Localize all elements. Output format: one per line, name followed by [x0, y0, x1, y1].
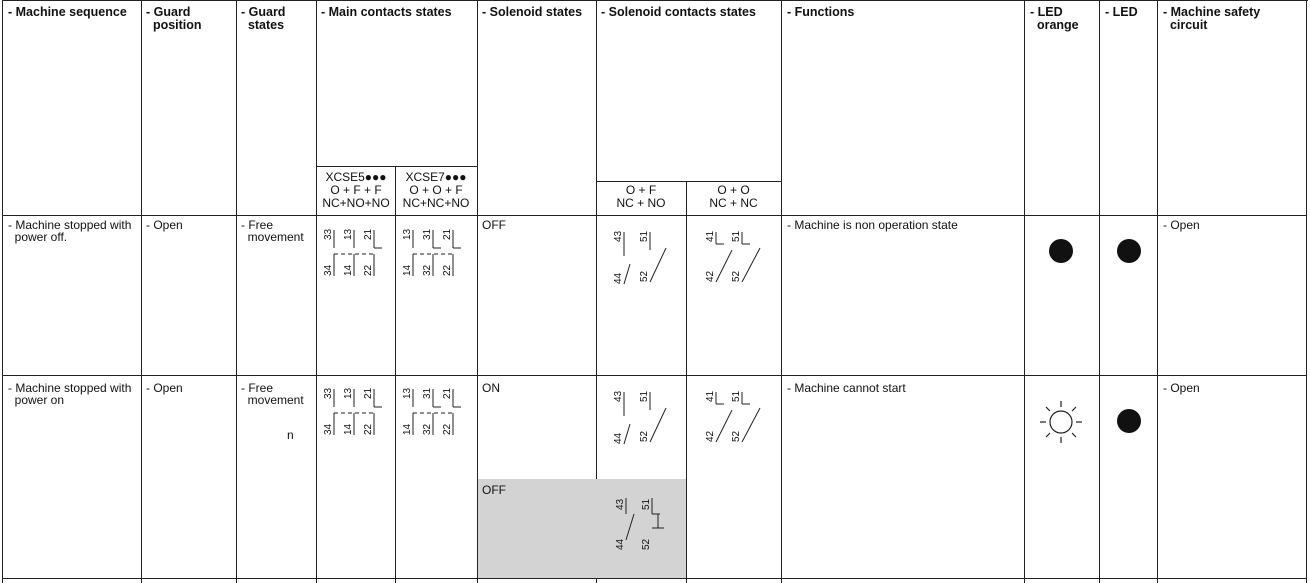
terminal-51: 51: [639, 390, 650, 402]
terminal-41: 41: [705, 390, 716, 402]
row2-function: - Machine cannot start: [787, 381, 906, 395]
row1-safety-circuit: - Open: [1163, 218, 1200, 232]
terminal-44: 44: [613, 272, 624, 284]
table-border-left: [2, 0, 3, 583]
header-guard-states-2: states: [241, 18, 285, 32]
terminal-43: 43: [615, 498, 626, 510]
row1-solenoid-state: OFF: [482, 218, 506, 232]
row1-function: - Machine is non operation state: [787, 218, 958, 232]
terminal-13: 13: [343, 387, 354, 399]
col-divider: [1099, 0, 1100, 583]
header-solenoid-states: - Solenoid states: [482, 5, 583, 19]
row2-guard-note: n: [287, 428, 294, 442]
terminal-21: 21: [363, 387, 374, 399]
table-border-right: [1306, 0, 1307, 583]
row2-sol-off-contact-symbol: [612, 494, 682, 554]
header-guard-position-2: position: [146, 18, 202, 32]
row2-led-off: [1117, 409, 1141, 433]
sol-of-contacts: O + F: [625, 183, 657, 197]
terminal-43: 43: [613, 390, 624, 402]
sol-of-types: NC + NO: [616, 196, 666, 210]
xcse7-contacts: O + O + F: [409, 183, 463, 197]
terminal-14: 14: [343, 423, 354, 435]
row1-guard-states-2: movement: [241, 230, 304, 244]
terminal-34: 34: [323, 264, 334, 276]
terminal-14: 14: [402, 423, 413, 435]
terminal-31: 31: [422, 228, 433, 240]
row2-machine-sequence-2: power on: [8, 393, 65, 407]
terminal-51: 51: [641, 498, 652, 510]
row2-solenoid-state: ON: [482, 381, 500, 395]
terminal-14: 14: [402, 264, 413, 276]
header-led-orange-1: - LED: [1030, 5, 1063, 19]
terminal-44: 44: [615, 538, 626, 550]
terminal-13: 13: [343, 228, 354, 240]
bottom-divider: [2, 578, 1307, 579]
terminal-22: 22: [363, 264, 374, 276]
terminal-51: 51: [731, 230, 742, 242]
header-functions: - Functions: [787, 5, 855, 19]
xcse5-model: XCSE5●●●: [325, 170, 387, 184]
terminal-52: 52: [641, 538, 652, 550]
col-divider: [781, 0, 782, 583]
subheader-divider: [316, 166, 477, 167]
led-flashing-icon: [1036, 397, 1086, 447]
row1-sol-of-contact-symbol: [610, 228, 680, 288]
header-led-orange-2: orange: [1030, 18, 1079, 32]
row2-sol-oo-contact-symbol: [702, 388, 772, 448]
row1-led-orange-off: [1049, 239, 1073, 263]
terminal-33: 33: [323, 228, 334, 240]
row2-safety-circuit: - Open: [1163, 381, 1200, 395]
xcse7-types: NC+NC+NO: [402, 196, 470, 210]
row1-machine-sequence-2: power off.: [8, 230, 68, 244]
row2-machine-sequence-1: - Machine stopped with: [8, 381, 132, 395]
terminal-52: 52: [639, 430, 650, 442]
terminal-41: 41: [705, 230, 716, 242]
terminal-22: 22: [442, 264, 453, 276]
row2-sol-of-contact-symbol: [610, 388, 680, 448]
xcse5-types: NC+NO+NO: [322, 196, 390, 210]
terminal-43: 43: [613, 230, 624, 242]
row-divider: [2, 375, 1307, 376]
header-guard-position-1: - Guard: [146, 5, 191, 19]
terminal-21: 21: [363, 228, 374, 240]
header-row-divider: [2, 215, 1307, 216]
row2-xcse7-contact-symbol: [399, 385, 473, 440]
terminal-42: 42: [705, 270, 716, 282]
row1-machine-sequence-1: - Machine stopped with: [8, 218, 132, 232]
terminal-21: 21: [442, 228, 453, 240]
header-machine-safety-1: - Machine safety: [1163, 5, 1261, 19]
header-machine-safety-2: circuit: [1163, 18, 1208, 32]
terminal-52: 52: [731, 430, 742, 442]
row1-led-off: [1117, 239, 1141, 263]
terminal-52: 52: [731, 270, 742, 282]
row1-sol-oo-contact-symbol: [702, 228, 772, 288]
row2-solenoid-state-off: OFF: [482, 483, 506, 497]
col-divider: [395, 166, 396, 583]
terminal-34: 34: [323, 423, 334, 435]
xcse5-contacts: O + F + F: [330, 183, 382, 197]
terminal-13: 13: [402, 228, 413, 240]
col-divider: [236, 0, 237, 583]
col-divider: [1157, 0, 1158, 583]
terminal-42: 42: [705, 430, 716, 442]
header-guard-states-1: - Guard: [241, 5, 286, 19]
terminal-32: 32: [422, 423, 433, 435]
terminal-31: 31: [422, 387, 433, 399]
header-main-contacts-states: - Main contacts states: [321, 5, 452, 19]
header-machine-sequence: - Machine sequence: [8, 5, 127, 19]
terminal-44: 44: [613, 432, 624, 444]
terminal-14: 14: [343, 264, 354, 276]
col-divider: [316, 0, 317, 583]
terminal-21: 21: [442, 387, 453, 399]
sol-oo-contacts: O + O: [717, 183, 750, 197]
row2-guard-position: - Open: [146, 381, 183, 395]
col-divider: [1024, 0, 1025, 583]
table-border-top: [2, 0, 1308, 1]
subheader-divider: [596, 181, 781, 182]
terminal-22: 22: [363, 423, 374, 435]
terminal-52: 52: [639, 270, 650, 282]
terminal-51: 51: [731, 390, 742, 402]
col-divider: [686, 181, 687, 583]
sol-oo-types: NC + NC: [709, 196, 758, 210]
col-divider: [141, 0, 142, 583]
xcse7-model: XCSE7●●●: [405, 170, 467, 184]
header-solenoid-contacts-states: - Solenoid contacts states: [601, 5, 756, 19]
row1-guard-position: - Open: [146, 218, 183, 232]
terminal-51: 51: [639, 230, 650, 242]
row1-guard-states-1: - Free: [241, 218, 274, 232]
row1-xcse7-contact-symbol: [399, 226, 473, 281]
row2-xcse5-contact-symbol: [320, 385, 392, 440]
row1-xcse5-contact-symbol: [320, 226, 392, 281]
row2-guard-states-2: movement: [241, 393, 304, 407]
terminal-13: 13: [402, 387, 413, 399]
header-led: - LED: [1105, 5, 1138, 19]
terminal-32: 32: [422, 264, 433, 276]
terminal-22: 22: [442, 423, 453, 435]
row2-guard-states-1: - Free: [241, 381, 274, 395]
terminal-33: 33: [323, 387, 334, 399]
